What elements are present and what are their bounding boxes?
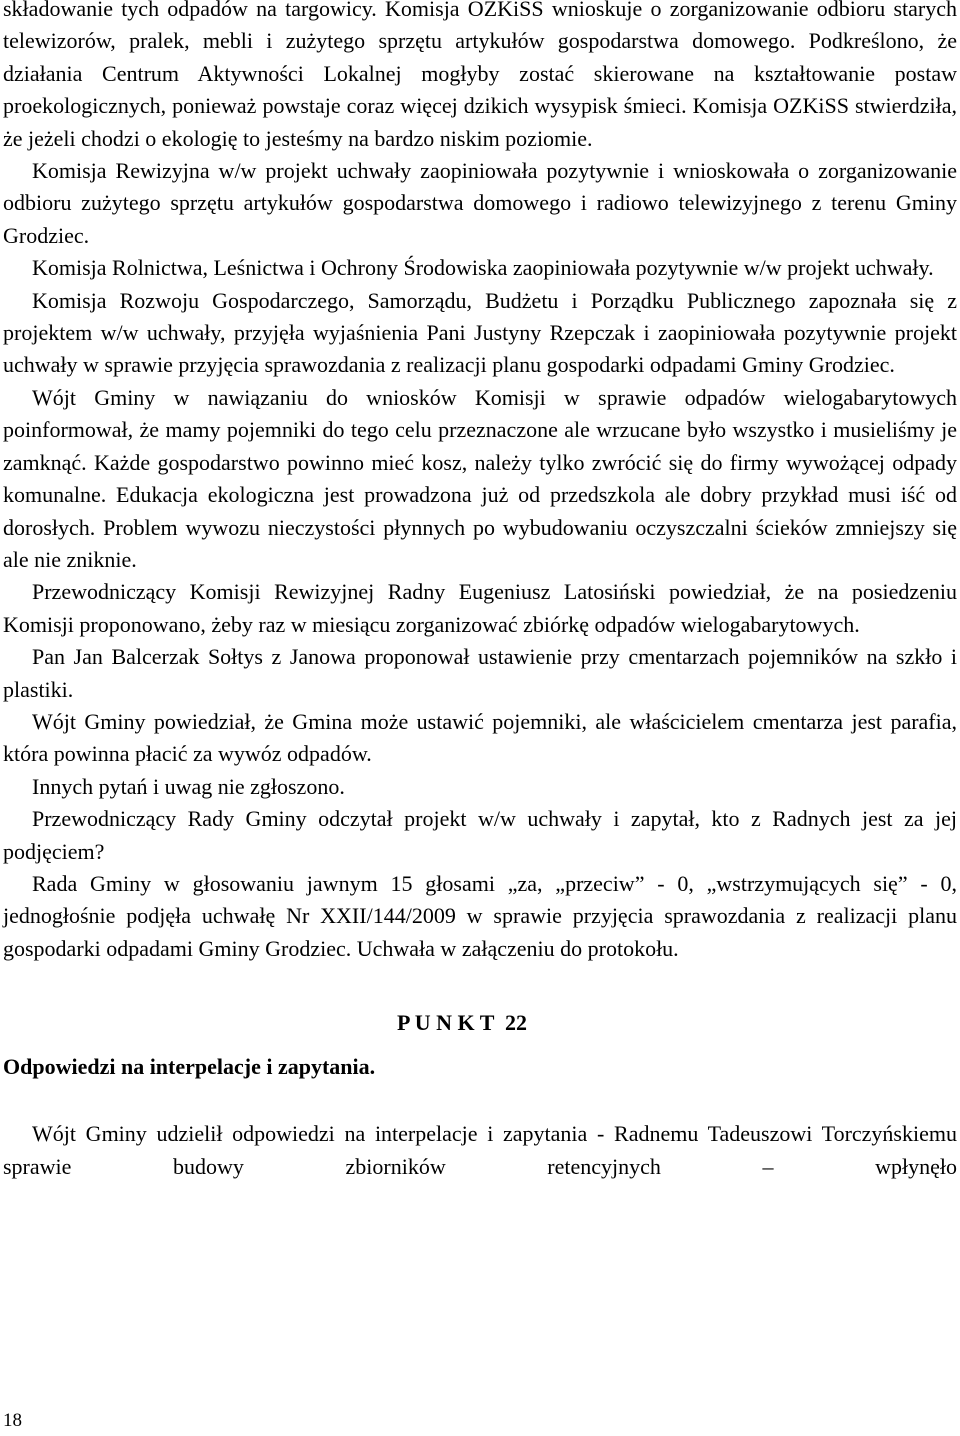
section-heading: Odpowiedzi na interpelacje i zapytania. bbox=[3, 1054, 376, 1080]
paragraph-przewodniczacy-komisji: Przewodniczący Komisji Rewizyjnej Radny Eugeniusz Latosiński powiedział, że na posiedzeniu Komisji proponowano, żeby raz w miesiącu zorganizować zbiórkę odpadów wielogabarytowych. bbox=[3, 579, 957, 637]
paragraph-komisja-rewizyjna: Komisja Rewizyjna w/w projekt uchwały zaopiniowała pozytywnie i wnioskowała o zorganizowanie odbioru zużytego sprzętu artykułów gospodarstwa domowego i radiowo telewizyjnego z terenu Gminy Grodziec. bbox=[3, 158, 957, 248]
paragraph-odpowiedzi: Wójt Gminy udzielił odpowiedzi na interpelacje i zapytania - Radnemu Tadeuszowi Torczyńskiemu sprawie budowy zbiorników retencyjnych – wpłynęło bbox=[3, 1121, 957, 1179]
paragraph-wojt-pojemniki: Wójt Gminy powiedział, że Gmina może ustawić pojemniki, ale właścicielem cmentarza jest parafia, która powinna płacić za wywóz odpadów. bbox=[3, 708, 957, 767]
page-number: 18 bbox=[3, 1410, 22, 1431]
punkt-label: P U N K T 22 bbox=[397, 1010, 527, 1036]
paragraph-soltys-janowa: Pan Jan Balcerzak Sołtys z Janowa proponował ustawienie przy cmentarzach pojemników na szkło i plastiki. bbox=[3, 644, 957, 702]
paragraph-komisja-rolnictwa: Komisja Rolnictwa, Leśnictwa i Ochrony Środowiska zaopiniowała pozytywnie w/w projekt uchwały. bbox=[32, 255, 934, 281]
paragraph-wojt-odpady: Wójt Gminy w nawiązaniu do wniosków Komisji w sprawie odpadów wielogabarytowych poinformował, że mamy pojemniki do tego celu przeznaczone ale wrzucane było wszystko i musieliśmy je zamknąć. Każde gospodarstwo powinno mieć kosz, należy tylko zwrócić się do firmy wywożącej odpady komunalne. Edukacja ekologiczna jest prowadzona już od przedszkola ale dobry przykład musi iść od dorosłych. Problem wywozu nieczystości płynnych po wybudowaniu oczyszczalni ścieków zmniejszy się ale nie zniknie. bbox=[3, 384, 957, 572]
paragraph-glosowanie: Rada Gminy w głosowaniu jawnym 15 głosami „za, „przeciw” - 0, „wstrzymujących się” - 0, jednogłośnie podjęła uchwałę Nr XXII/144/2009 w sprawie przyjęcia sprawozdania z realizacji planu gospodarki odpadami Gminy Grodziec. Uchwała w załączeniu do protokołu. bbox=[3, 870, 957, 961]
document-page bbox=[3, 0, 957, 1183]
paragraph-przewodniczacy-rady: Przewodniczący Rady Gminy odczytał projekt w/w uchwały i zapytał, kto z Radnych jest za jej podjęciem? bbox=[3, 806, 957, 864]
paragraph-innych-pytan: Innych pytań i uwag nie zgłoszono. bbox=[32, 773, 345, 799]
paragraph-ozkiss-continuation: składowanie tych odpadów na targowicy. Komisja OZKiSS wnioskuje o zorganizowanie odbioru starych telewizorów, pralek, mebli i zużytego sprzętu artykułów gospodarstwa domowego. Podkreślono, że działania Centrum Aktywności Lokalnej mogłyby zostać skierowane na kształtowanie postaw proekologicznych, ponieważ powstaje coraz więcej dzikich wysypisk śmieci. Komisja OZKiSS stwierdziła, że jeżeli chodzi o ekologię to jesteśmy na bardzo niskim poziomie. bbox=[3, 0, 957, 151]
paragraph-komisja-rozwoju: Komisja Rozwoju Gospodarczego, Samorządu, Budżetu i Porządku Publicznego zapoznała się z projektem w/w uchwały, przyjęła wyjaśnienia Pani Justyny Rzepczak i zaopiniowała pozytywnie projekt uchwały w sprawie przyjęcia sprawozdania z realizacji planu gospodarki odpadami Gminy Grodziec. bbox=[3, 287, 957, 378]
